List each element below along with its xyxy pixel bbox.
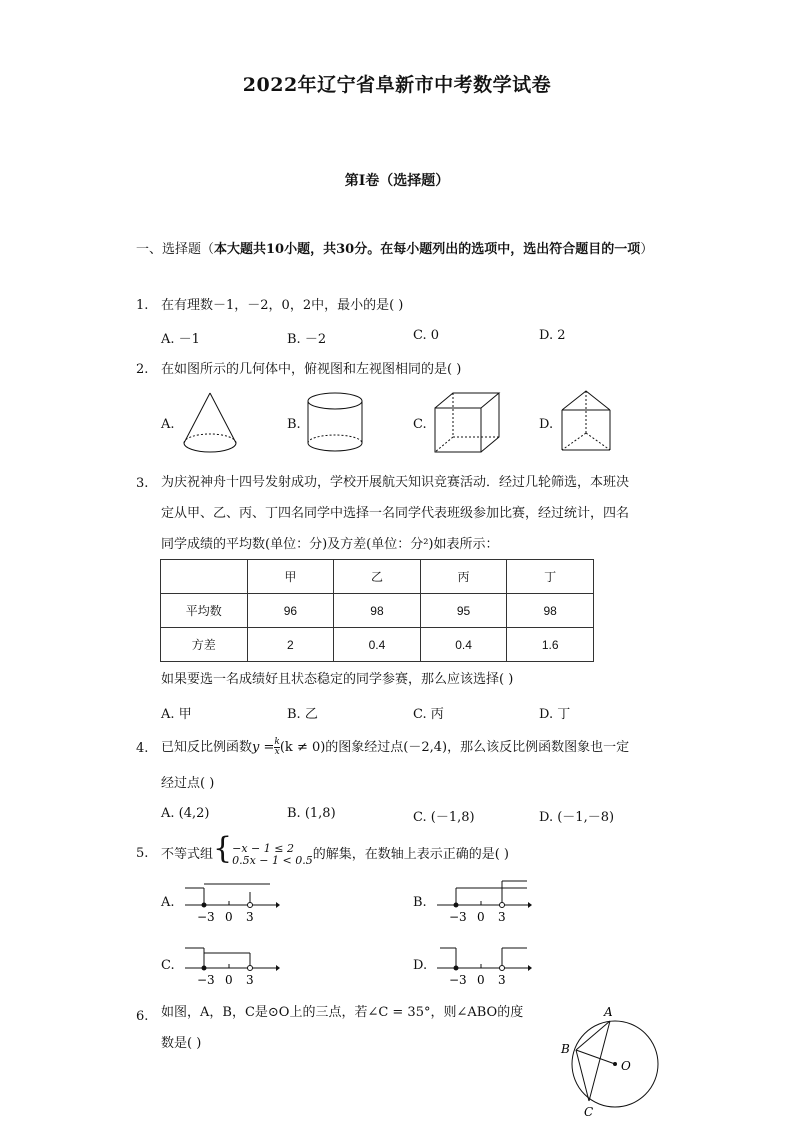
axis-label: 3 [246,910,254,924]
axis-label: 3 [246,973,254,987]
q5-stem-b: 的解集，在数轴上表示正确的是( ) [312,847,509,862]
number-line-d [432,941,532,987]
brace-icon: { [213,831,233,866]
axis-label: −3 [197,910,215,924]
q4-number: 4. [136,741,149,756]
q2-option-d: D. [539,417,554,432]
section-desc: 本大题共10小题，共30分。在每小题列出的选项中，选出符合题目的一项 [214,242,641,257]
table-cell: 0.4 [334,628,421,662]
point-label-c: C [584,1105,594,1119]
table-cell: 丁 [507,560,594,594]
axis-label: 0 [477,973,485,987]
q4-option-a: A. (4,2) [161,806,210,821]
point-label-b: B [561,1042,570,1056]
table-cell: 平均数 [161,594,248,628]
q4-func-y: y = [252,740,275,755]
q5-option-d: D. [413,958,428,973]
table-cell: 98 [507,594,594,628]
q3-line-1: 为庆祝神舟十四号发射成功，学校开展航天知识竞赛活动．经过几轮筛选，本班决 [161,475,630,490]
table-row [161,628,594,662]
table-cell: 98 [334,594,421,628]
table-cell: 1.6 [507,628,594,662]
q6-number: 6. [136,1009,149,1024]
q1-option-c: C. 0 [413,328,440,343]
q3-score-table [160,559,594,662]
q4-option-c: C. (－1,8) [413,810,475,825]
point-label-a: A [604,1005,613,1019]
table-cell: 丙 [420,560,507,594]
q5-system [232,843,313,867]
q1-option-d: D. 2 [539,328,566,343]
page-title: 2022年辽宁省阜新市中考数学试卷 [242,74,552,96]
q4-stem [161,734,629,762]
q4-stem-a: 已知反比例函数 [161,740,253,755]
q1-option-b: B. －2 [287,332,327,347]
table-cell: 96 [247,594,334,628]
number-line-a [180,878,280,924]
table-cell: 方差 [161,628,248,662]
table-row [161,560,594,594]
q1-number: 1. [136,298,149,313]
q4-stem-c: 经过点( ) [161,776,215,791]
q5-ineq-2: 0.5x − 1 < 0.5 [232,853,313,867]
q3-option-b: B. 乙 [287,707,318,722]
q5-option-a: A. [161,895,175,910]
q2-stem: 在如图所示的几何体中，俯视图和左视图相同的是( ) [161,362,462,377]
circle-diagram [555,1002,665,1120]
axis-label: 0 [225,973,233,987]
q5-stem-a: 不等式组 [161,847,214,862]
number-line-b [432,878,532,924]
q3-option-d: D. 丁 [539,707,571,722]
q3-line-3: 同学成绩的平均数(单位：分)及方差(单位：分²)如表所示： [161,537,499,552]
axis-label: 3 [498,910,506,924]
table-cell: 95 [420,594,507,628]
cylinder-icon [304,390,366,456]
triangular-prism-icon [558,388,614,456]
number-line-c [180,941,280,987]
q4-option-b: B. (1,8) [287,806,336,821]
q4-option-d: D. (－1,－8) [539,810,615,825]
q3-after-text: 如果要选一名成绩好且状态稳定的同学参赛，那么应该选择( ) [161,672,514,687]
q3-option-c: C. 丙 [413,707,444,722]
section-prefix: 一、选择题（ [136,242,215,257]
section-heading [136,234,666,265]
q6-line-2: 数是( ) [161,1036,202,1051]
q4-stem-b: (k ≠ 0)的图象经过点(－2,4)，那么该反比例函数图象也一定 [279,740,630,755]
table-cell: 乙 [334,560,421,594]
q3-number: 3. [136,476,149,491]
q5-option-c: C. [161,958,175,973]
cube-icon [432,390,502,456]
q5-number: 5. [136,846,149,861]
table-cell: 0.4 [420,628,507,662]
section-suffix: ） [640,242,654,257]
q5-stem [161,831,509,870]
axis-label: 0 [225,910,233,924]
q4-frac-den: x [274,747,280,757]
table-cell [161,560,248,594]
cone-icon [180,390,240,456]
table-row [161,594,594,628]
q5-option-b: B. [413,895,427,910]
q1-stem: 在有理数－1，－2，0，2中，最小的是( ) [161,298,404,313]
q2-option-c: C. [413,417,427,432]
axis-label: −3 [449,910,467,924]
q2-option-a: A. [161,417,175,432]
table-cell: 甲 [247,560,334,594]
q4-frac-num: k [274,737,280,747]
axis-label: 0 [477,910,485,924]
point-label-o: O [621,1059,631,1073]
q2-number: 2. [136,362,149,377]
axis-label: −3 [449,973,467,987]
q2-option-b: B. [287,417,301,432]
q3-option-a: A. 甲 [161,707,192,722]
table-cell: 2 [247,628,334,662]
q3-line-2: 定从甲、乙、丙、丁四名同学中选择一名同学代表班级参加比赛，经过统计，四名 [161,506,630,521]
q6-line-1: 如图，A，B，C是⊙O上的三点，若∠C = 35°，则∠ABO的度 [161,1005,524,1020]
axis-label: −3 [197,973,215,987]
q1-option-a: A. －1 [161,332,200,347]
axis-label: 3 [498,973,506,987]
q5-ineq-1: −x − 1 ≤ 2 [232,841,294,855]
part-title: 第Ⅰ卷（选择题） [344,173,450,189]
